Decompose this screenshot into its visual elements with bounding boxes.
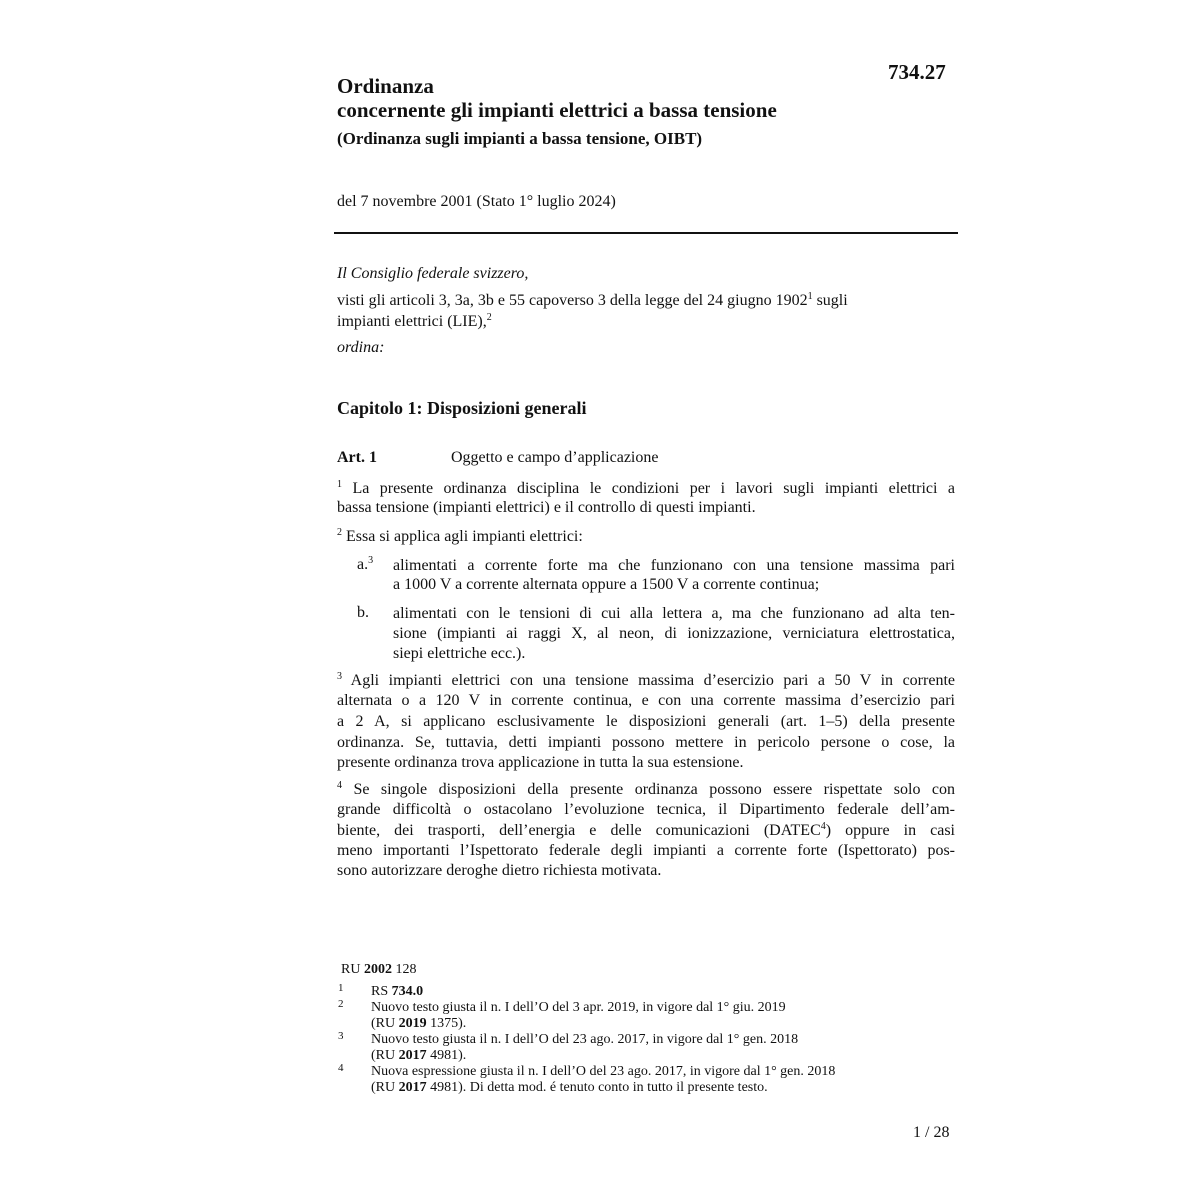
- footnote-4-number: 4: [338, 1062, 344, 1074]
- paragraph-4-line-1: $^4$ Se singole disposizioni della presente ordinanza possono essere rispettate solo con: [337, 780, 956, 798]
- chapter-title: Capitolo 1: Disposizioni generali: [337, 398, 587, 418]
- paragraph-3-line-2: alternata o a 120 V in corrente continua, e con una corrente massima d’esercizio pari: [337, 692, 955, 709]
- footnote-ref-3: 3: [368, 555, 374, 566]
- preamble-decree: ordina:: [337, 339, 385, 356]
- title-line-2: concernente gli impianti elettrici a bassa tensione: [337, 98, 777, 122]
- footnote-ref-2: 2: [486, 312, 492, 323]
- paragraph-1-line-2: bassa tensione (impianti elettrici) e il controllo di questi impianti.: [337, 499, 756, 516]
- footnote-4-line-2: (RU 2017 4981). Di detta mod. é tenuto conto in tutto il presente testo.: [371, 1080, 768, 1095]
- page-number: 1 / 28: [913, 1124, 950, 1141]
- footnote-1-text: RS 734.0: [371, 984, 424, 999]
- document-number: 734.27: [888, 60, 946, 84]
- paragraph-4-line-2: grande difficoltà o ostacolano l’evoluzione tecnica, il Dipartimento federale dell’am-: [337, 801, 955, 818]
- paragraph-3-line-1: $^3$ Agli impianti elettrici con una tensione massima d’esercizio pari a 50 V in corrente: [337, 671, 955, 689]
- item-b-line-2: sione (impianti ai raggi X, al neon, di ionizzazione, verniciatura elettrostatica,: [393, 625, 955, 642]
- item-a-line-1: alimentati a corrente forte ma che funzionano con una tensione massima pari: [393, 557, 955, 574]
- item-b-line-3: siepi elettriche ecc.).: [393, 645, 526, 662]
- article-title: Oggetto e campo d’applicazione: [451, 449, 659, 466]
- item-a-label: a.$^3$: [357, 555, 374, 573]
- footnote-2-number: 2: [338, 998, 344, 1010]
- item-b-label: b.: [357, 604, 369, 621]
- footnote-3-number: 3: [338, 1030, 344, 1042]
- paragraph-4-line-3: biente, dei trasporti, dell’energia e delle comunicazioni (DATEC$^4$) oppure in casi: [337, 821, 956, 839]
- footnote-2-line-1: Nuovo testo giusta il n. I dell’O del 3 apr. 2019, in vigore dal 1° giu. 2019: [371, 1000, 786, 1015]
- footnote-ru-reference: RU 2002 128: [341, 962, 417, 977]
- preamble-basis-line-1: visti gli articoli 3, 3a, 3b e 55 capoverso 3 della legge del 24 giugno 1902$^1$ sugli: [337, 291, 848, 309]
- item-b-line-1: alimentati con le tensioni di cui alla lettera a, ma che funzionano ad alta ten-: [393, 605, 955, 622]
- paragraph-1-line-1: $^1$ La presente ordinanza disciplina le condizioni per i lavori sugli impianti elettrici a: [337, 479, 956, 497]
- footnote-ref-4: 4: [820, 821, 826, 832]
- document-date: del 7 novembre 2001 (Stato 1° luglio 2024): [337, 193, 616, 210]
- article-label: Art. 1: [337, 449, 377, 466]
- paragraph-2: $^2$ Essa si applica agli impianti elettrici:: [337, 527, 583, 545]
- paragraph-3-line-3: a 2 A, si applicano esclusivamente le disposizioni generali (art. 1–5) della presente: [337, 713, 955, 730]
- preamble-authority: Il Consiglio federale svizzero,: [337, 265, 529, 282]
- footnote-4-line-1: Nuova espressione giusta il n. I dell’O del 23 ago. 2017, in vigore dal 1° gen. 2018: [371, 1064, 836, 1079]
- preamble-basis-line-2: impianti elettrici (LIE),$^2$: [337, 312, 492, 330]
- paragraph-3-line-5: presente ordinanza trova applicazione in tutta la sua estensione.: [337, 754, 744, 771]
- header-divider: [334, 232, 958, 234]
- paragraph-4-line-5: sono autorizzare deroghe dietro richiesta motivata.: [337, 862, 662, 879]
- title-line-1: Ordinanza: [337, 74, 434, 98]
- footnote-3-line-1: Nuovo testo giusta il n. I dell’O del 23 ago. 2017, in vigore dal 1° gen. 2018: [371, 1032, 799, 1047]
- footnote-ref-1: 1: [807, 291, 813, 302]
- paragraph-3-line-4: ordinanza. Se, tuttavia, detti impianti possono mettere in pericolo persone o cose, la: [337, 734, 955, 751]
- footnote-2-line-2: (RU 2019 1375).: [371, 1016, 467, 1031]
- footnote-3-line-2: (RU 2017 4981).: [371, 1048, 467, 1063]
- paragraph-4-line-4: meno importanti l’Ispettorato federale degli impianti a corrente forte (Ispettorato) pos-: [337, 842, 955, 859]
- footnote-1-number: 1: [338, 982, 344, 994]
- item-a-line-2: a 1000 V a corrente alternata oppure a 1500 V a corrente continua;: [393, 576, 820, 593]
- title-line-3: (Ordinanza sugli impianti a bassa tensione, OIBT): [337, 129, 703, 148]
